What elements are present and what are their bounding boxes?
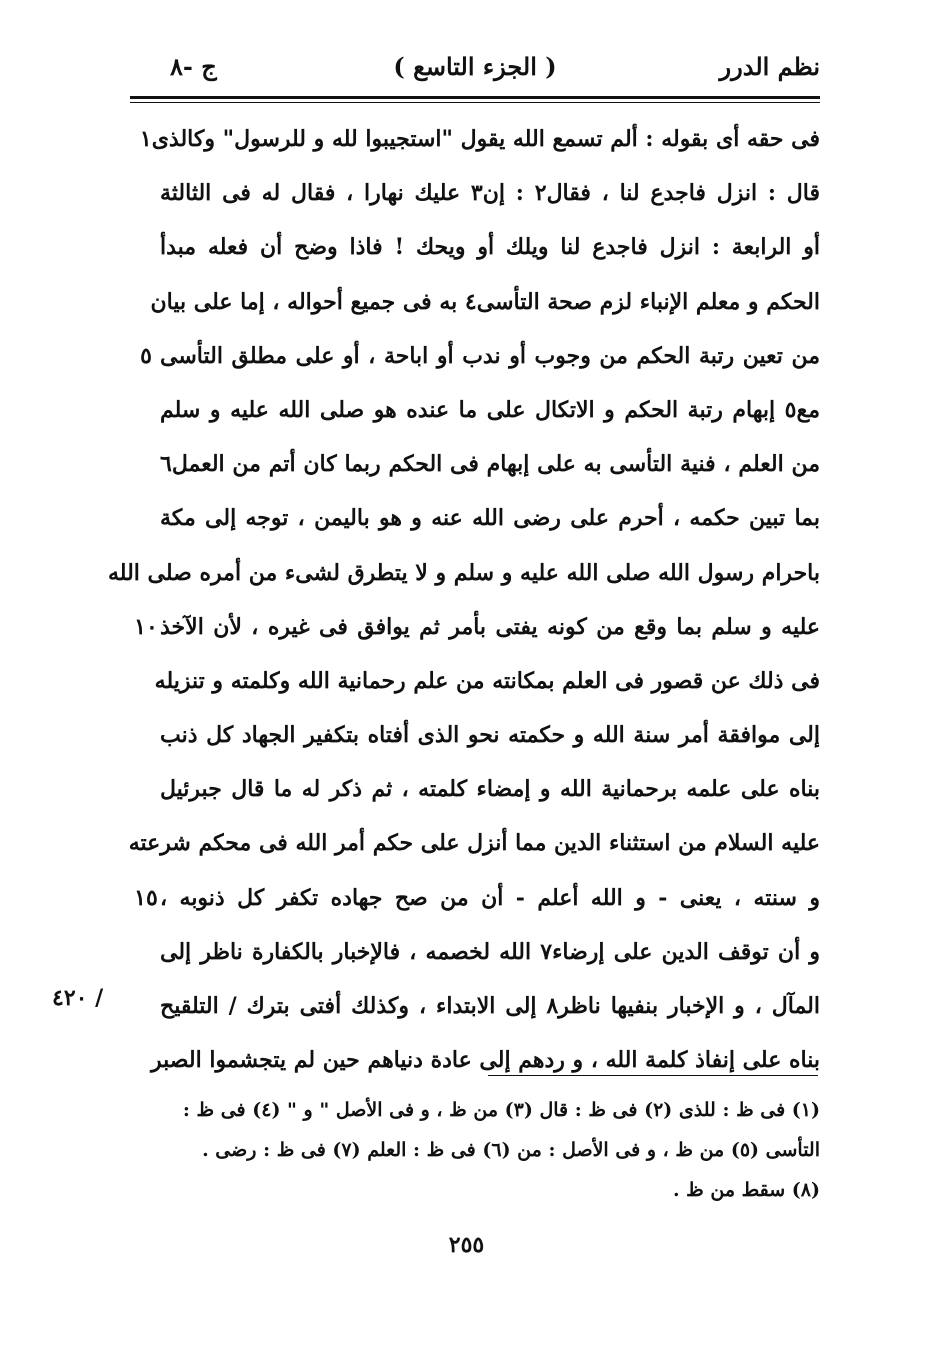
line-number: ١٠ [134, 613, 158, 640]
text-line: فى حقه أى بقوله : ألم تسمع الله يقول "استجيبوا لله و للرسول" وكالذى١ [139, 126, 820, 152]
footnote-line: (٨) سقط من ظ . [672, 1179, 820, 1201]
text-line: بما تبين حكمه ، أحرم على رضى الله عنه و هو باليمن ، توجه إلى مكة [160, 505, 820, 532]
header-rule-thin [130, 102, 820, 103]
volume-number: ج -٨ [170, 52, 217, 81]
manuscript-folio-marker: / ٤٢٠ [52, 985, 104, 1011]
text-line: من تعين رتبة الحكم من وجوب أو ندب أو اباحة ، أو على مطلق التأسى [160, 342, 820, 369]
text-line: عليه السلام من استثناء الدين مما أنزل على حكم أمر الله فى محكم شرعته [128, 830, 820, 857]
footnotes [160, 1090, 820, 1210]
text-line: بناه على إنفاذ كلمة الله ، و ردهم إلى عادة دنياهم حين لم يتجشموا الصبر [151, 1047, 820, 1074]
text-line: إلى موافقة أمر سنة الله و حكمته نحو الذى أفتاه بتكفير الجهاد كل ذنب [160, 722, 820, 749]
text-line: أو الرابعة : انزل فاجدع لنا ويلك أو ويحك ! فاذا وضح أن فعله مبدأ [160, 234, 820, 261]
text-line: مع٥ إبهام رتبة الحكم و الاتكال على ما عنده هو صلى الله عليه و سلم [160, 396, 820, 423]
line-number: ٥ [140, 342, 152, 369]
running-head [130, 52, 820, 92]
text-line: عليه و سلم بما وقع من كونه يفتى بأمر ثم يوافق فى غيره ، لأن الآخذ [160, 613, 820, 640]
text-line: فى ذلك عن قصور فى العلم بمكانته من علم رحمانية الله وكلمته و تنزيله [154, 667, 820, 694]
header-rule-thick [130, 96, 820, 99]
page-number: ٢٥٥ [448, 1232, 485, 1258]
text-line: قال : انزل فاجدع لنا ، فقال٢ : إن٣ عليك نهارا ، فقال له فى الثالثة [160, 180, 820, 207]
text-line: و سنته ، يعنى - و الله أعلم - أن من صح جهاده تكفر كل ذنوبه ، [160, 884, 820, 911]
volume-title: ( الجزء التاسع ) [393, 52, 557, 81]
footnote-line: التأسى (٥) من ظ ، و فى الأصل : من (٦) فى ظ : العلم (٧) فى ظ : رضى . [202, 1139, 820, 1161]
line-number: ١٥ [134, 884, 158, 911]
text-line: المآل ، و الإخبار بنفيها ناظر٨ إلى الابتداء ، وكذلك أفتى بترك / التلقيح [160, 993, 820, 1019]
text-line: باحرام رسول الله صلى الله عليه و سلم و لا يتطرق لشىء من أمره صلى الله [108, 559, 820, 586]
book-title: نظم الدرر [719, 52, 820, 81]
text-line: الحكم و معلم الإنباء لزم صحة التأسى٤ به فى جميع أحواله ، إما على بيان [150, 288, 820, 315]
text-line: و أن توقف الدين على إرضاء٧ الله لخصمه ، فالإخبار بالكفارة ناظر إلى [160, 938, 820, 965]
footnote-line: (١) فى ظ : للذى (٢) فى ظ : قال (٣) من ظ ، و فى الأصل " و " (٤) فى ظ : [182, 1099, 820, 1121]
text-line: من العلم ، فنية التأسى به على إبهام فى الحكم ربما كان أتم من العمل٦ [160, 451, 820, 478]
text-line: بناه على علمه برحمانية الله و إمضاء كلمته ، ثم ذكر له ما قال جبرئيل [160, 776, 820, 803]
footnote-rule [488, 1075, 818, 1076]
